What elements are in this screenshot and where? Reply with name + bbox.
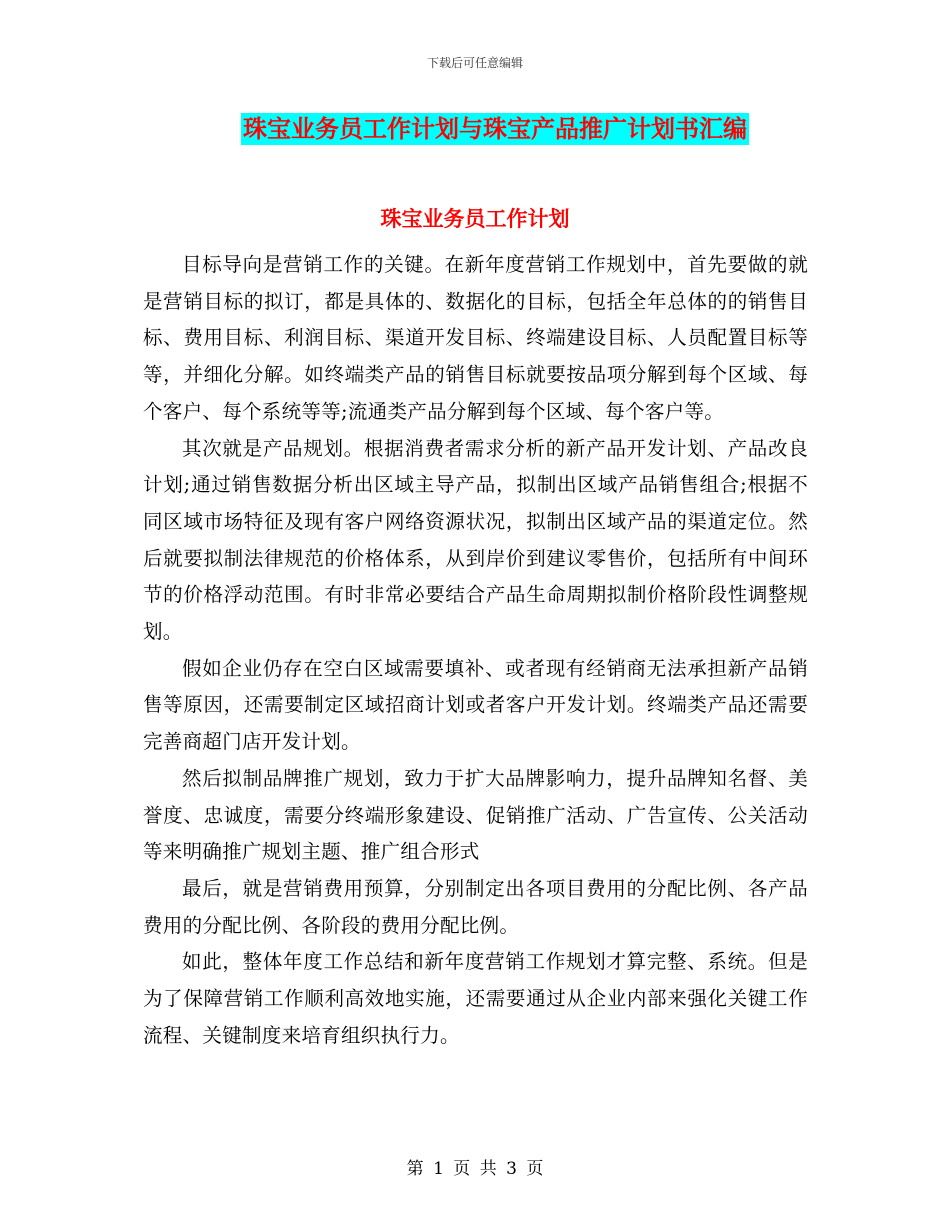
paragraph-1: 目标导向是营销工作的关键。在新年度营销工作规划中，首先要做的就是营销目标的拟订，都是具体的、数据化的目标，包括全年总体的的销售目标、费用目标、利润目标、渠道开发目标、终端建设目标、人员配置目标等等，并细化分解。如终端类产品的销售目标就要按品项分解到每个区域、每个客户、每个系统等等;流通类产品分解到每个区域、每个客户等。	[143, 253, 808, 423]
section-title: 珠宝业务员工作计划	[380, 207, 570, 231]
header-note: 下载后可任意编辑	[426, 56, 523, 70]
paragraph-4: 然后拟制品牌推广规划，致力于扩大品牌影响力，提升品牌知名督、美誉度、忠诚度，需要分终端形象建设、促销推广活动、广告宣传、公关活动等来明确推广规划主题、推广组合形式	[143, 766, 808, 864]
paragraph-5: 最后，就是营销费用预算，分别制定出各项目费用的分配比例、各产品费用的分配比例、各阶段的费用分配比例。	[143, 876, 808, 937]
paragraph-2: 其次就是产品规划。根据消费者需求分析的新产品开发计划、产品改良计划;通过销售数据分析出区域主导产品，拟制出区域产品销售组合;根据不同区域市场特征及现有客户网络资源状况，拟制出区域产品的渠道定位。然后就要拟制法律规范的价格体系，从到岸价到建议零售价，包括所有中间环节的价格浮动范围。有时非常必要结合产品生命周期拟制价格阶段性调整规划。	[143, 436, 808, 644]
document-title	[0, 113, 950, 145]
page-footer: 第 1 页 共 3 页	[406, 1159, 544, 1179]
paragraph-3: 假如企业仍存在空白区域需要填补、或者现有经销商无法承担新产品销售等原因，还需要制定区域招商计划或者客户开发计划。终端类产品还需要完善商超门店开发计划。	[143, 656, 808, 754]
document-title-text: 珠宝业务员工作计划与珠宝产品推广计划书汇编	[243, 115, 747, 143]
body-text	[143, 247, 808, 1054]
paragraph-6: 如此，整体年度工作总结和新年度营销工作规划才算完整、系统。但是为了保障营销工作顺利高效地实施，还需要通过从企业内部来强化关键工作流程、关键制度来培育组织执行力。	[143, 950, 808, 1047]
